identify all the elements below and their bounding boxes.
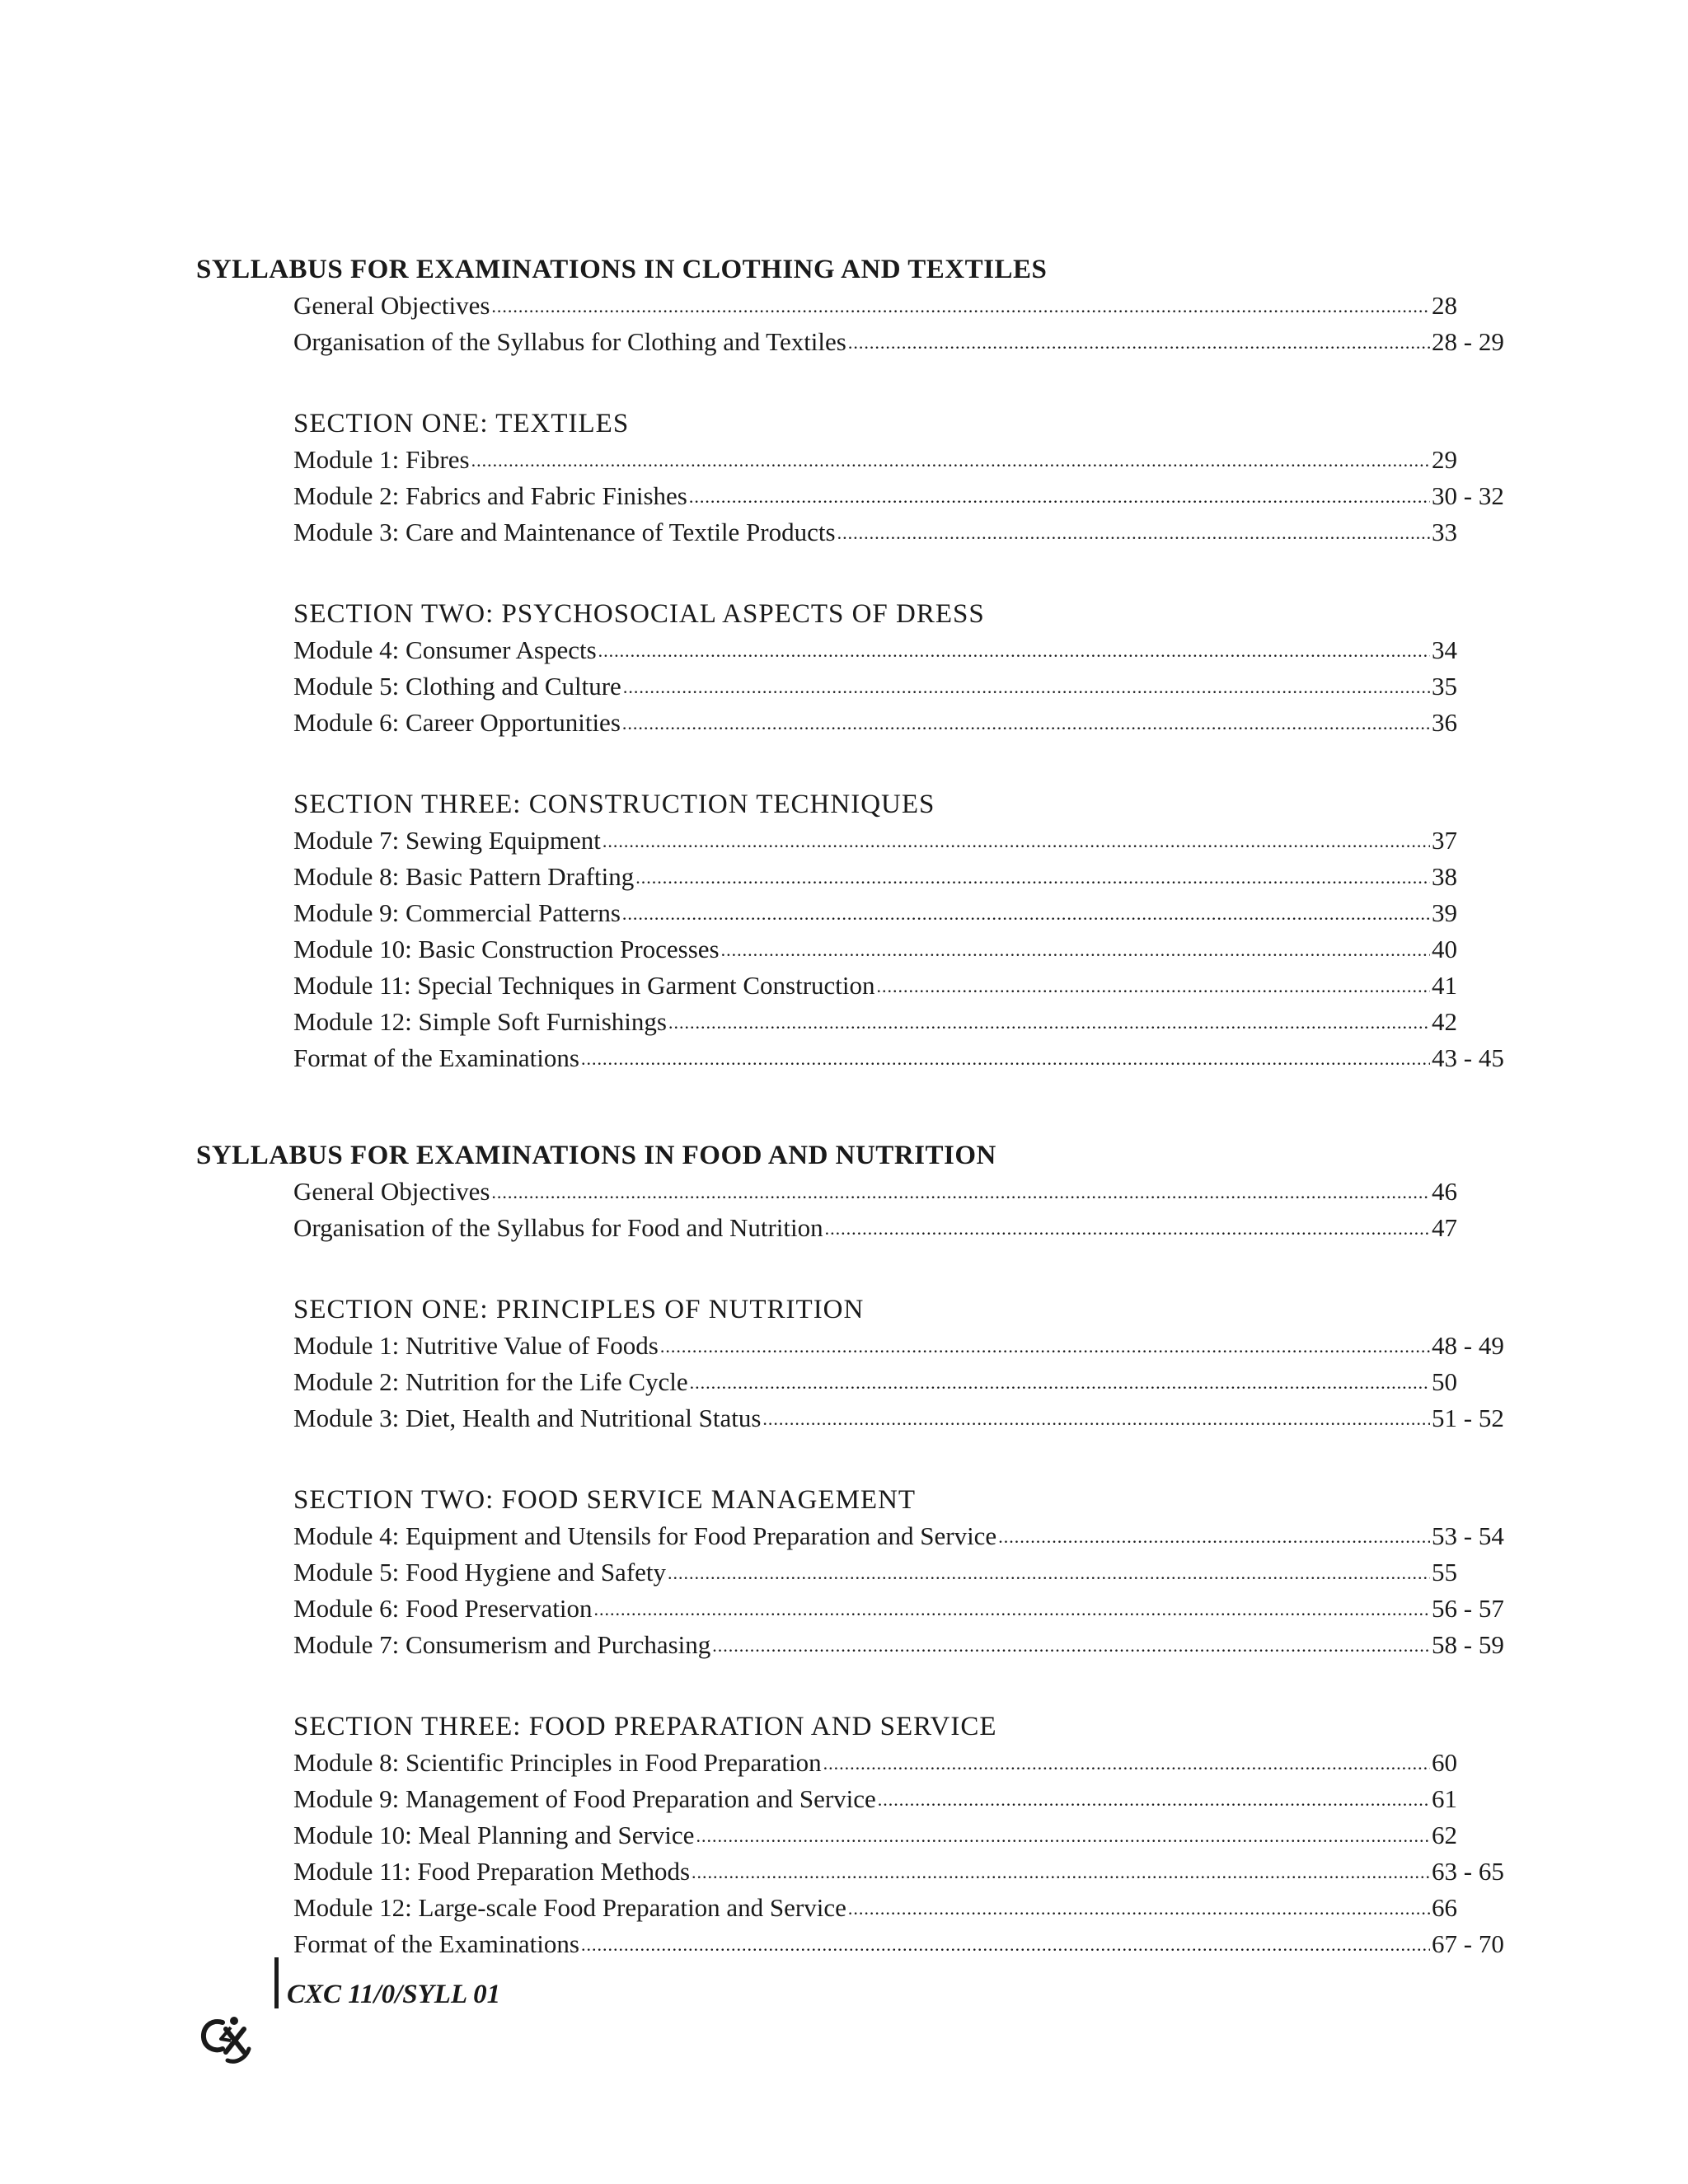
- toc-entry-page: 60: [1432, 1748, 1457, 1777]
- toc-entry-page: 29: [1432, 445, 1457, 474]
- toc-dot-leader: [696, 1816, 1430, 1854]
- syllabus-heading: SYLLABUS FOR EXAMINATIONS IN CLOTHING AND TEXTILES: [196, 255, 1048, 284]
- toc-dot-leader: [712, 1625, 1430, 1664]
- toc-entry-page: 61: [1432, 1784, 1457, 1813]
- toc-entry-title: Module 6: Food Preservation: [293, 1594, 593, 1623]
- toc-entry-title: Module 3: Care and Maintenance of Textile Products: [293, 518, 836, 546]
- toc-entry-title: Module 8: Basic Pattern Drafting: [293, 862, 635, 891]
- toc-entry-intro-1: [293, 324, 1517, 360]
- toc-entry-page: 34: [1432, 635, 1457, 664]
- cxc-logo-icon: [198, 2011, 256, 2069]
- toc-entry-section-2-2: [293, 1817, 1517, 1854]
- toc-dot-leader: [690, 1362, 1430, 1401]
- toc-entry-page: 37: [1432, 826, 1457, 855]
- toc-entry-page: 28: [1432, 291, 1457, 320]
- toc-dot-leader: [635, 857, 1430, 896]
- toc-dot-leader: [598, 630, 1430, 669]
- toc-dot-leader: [837, 513, 1430, 551]
- toc-entry-section-2-5: [293, 1004, 1517, 1040]
- toc-entry-page: 41: [1432, 971, 1457, 1000]
- toc-entry-page: 55: [1432, 1558, 1457, 1586]
- toc-entry-title: Module 1: Fibres: [293, 445, 470, 474]
- toc-entry-title: Module 2: Nutrition for the Life Cycle: [293, 1367, 688, 1396]
- toc-entry-title: Module 1: Nutritive Value of Foods: [293, 1331, 659, 1360]
- toc-entry-section-2-4: [293, 1890, 1517, 1926]
- toc-entry-title: Module 8: Scientific Principles in Food Preparation: [293, 1748, 822, 1777]
- toc-entry-section-1-0: [293, 632, 1517, 668]
- toc-dot-leader: [581, 1038, 1430, 1077]
- toc-entry-section-1-1: [293, 668, 1517, 705]
- footer-rule: [274, 1957, 279, 2008]
- toc-entry-page: 43 - 45: [1432, 1043, 1504, 1072]
- toc-entry-page: 36: [1432, 708, 1457, 737]
- toc-dot-leader: [668, 1553, 1430, 1591]
- toc-entry-section-2-2: [293, 895, 1517, 931]
- toc-dot-leader: [622, 893, 1430, 932]
- toc-entry-title: Module 3: Diet, Health and Nutritional Status: [293, 1404, 762, 1432]
- toc-entry-title: General Objectives: [293, 1177, 490, 1206]
- toc-entries: [293, 288, 1515, 1076]
- toc-dot-leader: [877, 966, 1430, 1005]
- toc-entry-page: 33: [1432, 518, 1457, 546]
- syllabus-heading: SYLLABUS FOR EXAMINATIONS IN FOOD AND NUTRITION: [196, 1141, 996, 1170]
- toc-entry-title: Module 10: Meal Planning and Service: [293, 1821, 695, 1849]
- toc-entry-page: 35: [1432, 672, 1457, 701]
- toc-entry-section-2-6: [293, 1040, 1517, 1076]
- toc-entry-section-1-0: [293, 1518, 1517, 1554]
- toc-entry-page: 47: [1432, 1213, 1457, 1242]
- toc-entry-page: 42: [1432, 1007, 1457, 1036]
- toc-entry-page: 53 - 54: [1432, 1521, 1504, 1550]
- toc-dot-leader: [471, 440, 1430, 479]
- toc-entry-title: Module 11: Food Preparation Methods: [293, 1857, 691, 1886]
- toc-entry-section-0-0: [293, 1328, 1517, 1364]
- toc-entry-page: 46: [1432, 1177, 1457, 1206]
- toc-entry-section-2-0: [293, 1745, 1517, 1781]
- toc-entry-page: 56 - 57: [1432, 1594, 1504, 1623]
- toc-entry-page: 66: [1432, 1893, 1457, 1922]
- toc-entry-intro-0: [293, 1174, 1517, 1210]
- toc-entry-title: Module 12: Simple Soft Furnishings: [293, 1007, 667, 1036]
- toc-entry-page: 51 - 52: [1432, 1404, 1504, 1432]
- toc-dot-leader: [692, 1852, 1430, 1891]
- toc-entry-title: Format of the Examinations: [293, 1929, 579, 1958]
- toc-entry-title: General Objectives: [293, 291, 490, 320]
- toc-entry-title: Module 4: Consumer Aspects: [293, 635, 597, 664]
- section-title: SECTION THREE: FOOD PREPARATION AND SERVICE: [293, 1712, 997, 1741]
- toc-entry-section-0-2: [293, 514, 1517, 551]
- footer-code: CXC 11/0/SYLL 01: [287, 1980, 501, 2009]
- toc-entry-section-0-2: [293, 1400, 1517, 1436]
- toc-entry-section-2-4: [293, 968, 1517, 1004]
- toc-entry-section-1-2: [293, 705, 1517, 741]
- toc-dot-leader: [623, 667, 1430, 705]
- toc-entries: [293, 1174, 1515, 1962]
- toc-entry-title: Module 11: Special Techniques in Garment Construction: [293, 971, 875, 1000]
- toc-dot-leader: [848, 322, 1430, 361]
- toc-entry-title: Module 5: Clothing and Culture: [293, 672, 621, 701]
- section-title: SECTION TWO: PSYCHOSOCIAL ASPECTS OF DRESS: [293, 599, 985, 629]
- toc-dot-leader: [878, 1779, 1430, 1818]
- toc-entry-title: Module 7: Sewing Equipment: [293, 826, 601, 855]
- syllabus-clothing-textiles: [196, 251, 1515, 1076]
- toc-entry-section-2-3: [293, 931, 1517, 968]
- toc-entry-title: Organisation of the Syllabus for Clothing and Textiles: [293, 327, 846, 356]
- toc-dot-leader: [622, 703, 1430, 742]
- toc-entry-section-2-5: [293, 1926, 1517, 1962]
- toc-dot-leader: [594, 1589, 1431, 1628]
- section-title: SECTION THREE: CONSTRUCTION TECHNIQUES: [293, 790, 935, 819]
- toc-dot-leader: [998, 1516, 1430, 1555]
- toc-dot-leader: [668, 1002, 1430, 1041]
- toc-entry-section-2-0: [293, 823, 1517, 859]
- toc-dot-leader: [689, 476, 1430, 515]
- toc-entry-section-0-0: [293, 442, 1517, 478]
- toc-entry-title: Format of the Examinations: [293, 1043, 579, 1072]
- toc-entry-title: Module 9: Commercial Patterns: [293, 898, 621, 927]
- toc-dot-leader: [848, 1888, 1430, 1927]
- toc-entry-page: 30 - 32: [1432, 481, 1504, 510]
- section-title: SECTION TWO: FOOD SERVICE MANAGEMENT: [293, 1485, 917, 1515]
- toc-entry-section-0-1: [293, 478, 1517, 514]
- toc-entry-title: Module 12: Large-scale Food Preparation and Service: [293, 1893, 846, 1922]
- toc-entry-title: Module 6: Career Opportunities: [293, 708, 621, 737]
- toc-dot-leader: [603, 821, 1430, 860]
- toc-entry-title: Organisation of the Syllabus for Food and Nutrition: [293, 1213, 823, 1242]
- toc-entry-page: 48 - 49: [1432, 1331, 1504, 1360]
- toc-entry-page: 62: [1432, 1821, 1457, 1849]
- toc-entry-section-2-3: [293, 1854, 1517, 1890]
- toc-dot-leader: [660, 1326, 1430, 1365]
- toc-entry-page: 40: [1432, 935, 1457, 963]
- toc-dot-leader: [721, 930, 1430, 968]
- section-title: SECTION ONE: TEXTILES: [293, 409, 630, 438]
- toc-dot-leader: [825, 1208, 1430, 1247]
- toc-entry-title: Module 2: Fabrics and Fabric Finishes: [293, 481, 687, 510]
- toc-dot-leader: [491, 286, 1430, 325]
- section-title: SECTION ONE: PRINCIPLES OF NUTRITION: [293, 1295, 865, 1324]
- toc-entry-intro-0: [293, 288, 1517, 324]
- toc-dot-leader: [823, 1743, 1430, 1782]
- toc-entry-section-2-1: [293, 1781, 1517, 1817]
- toc-dot-leader: [491, 1172, 1430, 1211]
- toc-entry-title: Module 4: Equipment and Utensils for Food Preparation and Service: [293, 1521, 997, 1550]
- toc-entry-page: 67 - 70: [1432, 1929, 1504, 1958]
- toc-entry-section-0-1: [293, 1364, 1517, 1400]
- toc-entry-title: Module 9: Management of Food Preparation and Service: [293, 1784, 876, 1813]
- toc-dot-leader: [581, 1924, 1430, 1963]
- toc-entry-title: Module 7: Consumerism and Purchasing: [293, 1630, 711, 1659]
- toc-entry-section-1-2: [293, 1591, 1517, 1627]
- toc-entry-page: 39: [1432, 898, 1457, 927]
- toc-entry-section-2-1: [293, 859, 1517, 895]
- toc-entry-section-1-3: [293, 1627, 1517, 1663]
- toc-entry-title: Module 10: Basic Construction Processes: [293, 935, 720, 963]
- toc-entry-page: 58 - 59: [1432, 1630, 1504, 1659]
- toc-entry-page: 50: [1432, 1367, 1457, 1396]
- toc-entry-section-1-1: [293, 1554, 1517, 1591]
- toc-entry-intro-1: [293, 1210, 1517, 1246]
- syllabus-food-nutrition: [196, 1137, 1515, 1962]
- toc-entry-page: 63 - 65: [1432, 1857, 1504, 1886]
- toc-entry-page: 28 - 29: [1432, 327, 1504, 356]
- toc-entry-title: Module 5: Food Hygiene and Safety: [293, 1558, 667, 1586]
- toc-entry-page: 38: [1432, 862, 1457, 891]
- toc-dot-leader: [762, 1399, 1430, 1437]
